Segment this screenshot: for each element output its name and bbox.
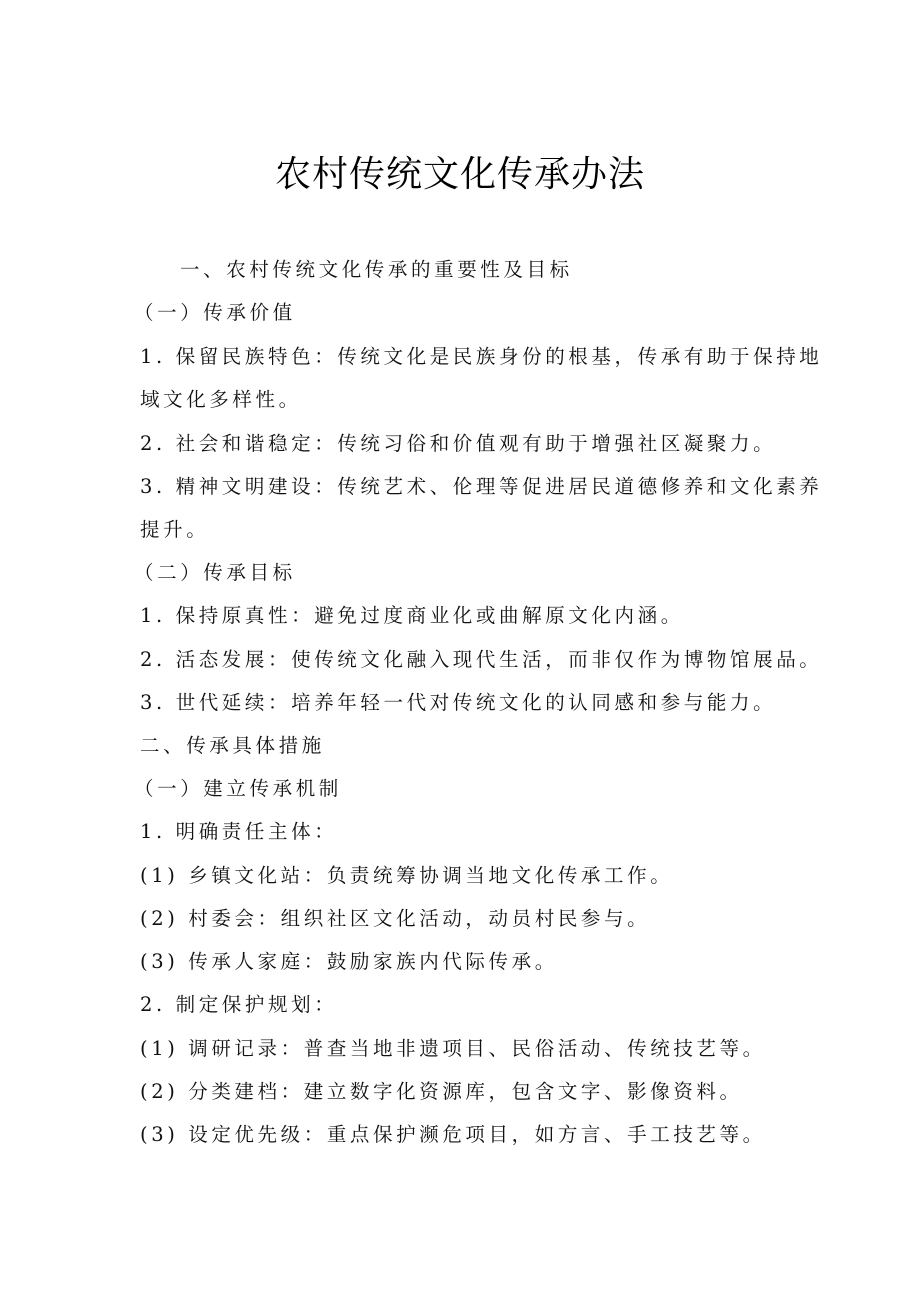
list-item: 2. 制定保护规划：: [140, 993, 338, 1016]
document-title: 农村传统文化传承办法: [274, 154, 645, 195]
section-heading-2: 二、传承具体措施: [140, 734, 325, 757]
list-item: 2. 社会和谐稳定：传统习俗和价值观有助于增强社区凝聚力。: [140, 432, 777, 455]
section-heading-1: 一、农村传统文化传承的重要性及目标: [180, 258, 573, 281]
subsection-heading: （二）传承目标: [134, 561, 296, 584]
list-item-continuation: 提升。: [140, 518, 210, 541]
subsection-heading: （一）建立传承机制: [134, 777, 342, 800]
sub-list-item: (2) 分类建档：建立数字化资源库，包含文字、影像资料。: [140, 1080, 743, 1103]
list-item: 3. 世代延续：培养年轻一代对传统文化的认同感和参与能力。: [140, 691, 777, 714]
list-item: 1. 保留民族特色：传统文化是民族身份的根基，传承有助于保持地: [140, 345, 823, 368]
sub-list-item: (1) 乡镇文化站：负责统筹协调当地文化传承工作。: [140, 864, 674, 887]
list-item: 3. 精神文明建设：传统艺术、伦理等促进居民道德修养和文化素养: [140, 475, 823, 498]
subsection-heading: （一）传承价值: [134, 301, 296, 324]
list-item: 1. 保持原真性：避免过度商业化或曲解原文化内涵。: [140, 604, 684, 627]
sub-list-item: (3) 设定优先级：重点保护濒危项目，如方言、手工技艺等。: [140, 1123, 766, 1146]
list-item: 1. 明确责任主体：: [140, 820, 338, 843]
list-item: 2. 活态发展：使传统文化融入现代生活，而非仅作为博物馆展品。: [140, 648, 823, 671]
sub-list-item: (3) 传承人家庭：鼓励家族内代际传承。: [140, 950, 558, 973]
sub-list-item: (1) 调研记录：普查当地非遗项目、民俗活动、传统技艺等。: [140, 1037, 766, 1060]
list-item-continuation: 域文化多样性。: [140, 388, 302, 411]
sub-list-item: (2) 村委会：组织社区文化活动，动员村民参与。: [140, 907, 651, 930]
